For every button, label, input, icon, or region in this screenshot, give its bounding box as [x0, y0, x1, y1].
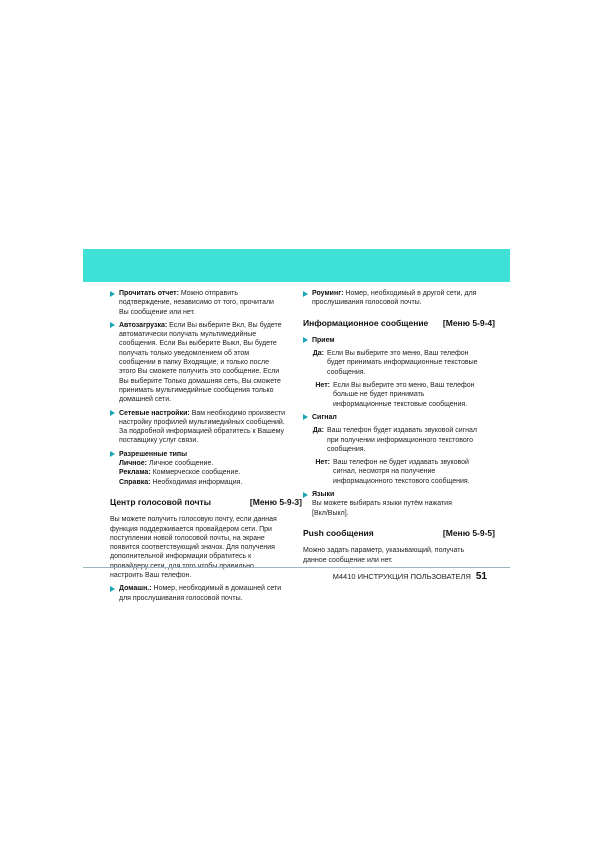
autoload-text-3: сообщения. Если Вы выберите Выкл, Вы будете	[119, 340, 277, 348]
autoload-text-9: домашней сети.	[119, 396, 172, 404]
allowed-val: Личное сообщение.	[148, 460, 214, 468]
receive-yes-key: Да:	[312, 350, 324, 358]
bullet-triangle-icon	[303, 291, 308, 297]
autoload-text-5: сообщении в папку Входящие, и только после	[119, 359, 269, 367]
network-text-2: настройку профилей мультимедийных сообщений.	[119, 418, 285, 426]
allowed-row-personal	[119, 459, 302, 468]
bullet-triangle-icon	[110, 586, 115, 592]
signal-yes-line-2: при получении информационного текстового	[327, 436, 474, 444]
allowed-row-info	[119, 478, 302, 487]
roaming-text-1: Номер, необходимый в другой сети, для	[345, 290, 477, 297]
footer-rule	[83, 567, 510, 568]
voicemail-text-3: поступлении новой голосовой почты, на экране	[110, 534, 265, 542]
info-heading-title: Информационное сообщение	[303, 317, 429, 328]
footer-text: M4410 ИНСТРУКЦИЯ ПОЛЬЗОВАТЕЛЯ	[332, 572, 471, 581]
receive-no-line-3: информационные текстовые сообщения.	[333, 400, 468, 408]
autoload-text-1: Если Вы выберите Вкл, Вы будете	[169, 321, 282, 329]
autoload-text-2: автоматически получать мультимедийные	[119, 331, 257, 339]
receive-yes-text	[324, 349, 478, 377]
home-text-1: Номер, необходимый в домашней сети	[153, 585, 282, 593]
network-text-3: За подробной информацией обратитесь к Вашему	[119, 428, 285, 436]
header-color-band	[83, 249, 510, 282]
push-heading	[303, 529, 495, 538]
left-column	[110, 289, 302, 607]
home-item	[110, 584, 302, 603]
signal-yes-line-3: сообщения.	[327, 445, 366, 453]
receive-yes-line-3: сообщения.	[327, 368, 366, 376]
bullet-triangle-icon	[303, 492, 308, 498]
allowed-types-item	[110, 450, 302, 487]
allowed-val: Необходимая информация.	[152, 478, 243, 486]
home-text-2: для прослушивания голосовой почты.	[119, 594, 243, 602]
signal-yes-key: Да:	[312, 427, 324, 435]
allowed-row-ads	[119, 468, 302, 477]
allowed-key: Справка:	[119, 478, 151, 486]
receive-no-line-1: Если Вы выберите это меню, Ваш телефон	[333, 382, 475, 390]
receive-no-key: Нет:	[315, 382, 330, 390]
voicemail-text-2: функция поддерживается провайдером сети. При	[110, 525, 272, 533]
signal-no-text	[330, 458, 470, 486]
roaming-title: Роуминг:	[312, 290, 344, 297]
voicemail-heading	[110, 498, 302, 507]
push-paragraph	[303, 546, 495, 565]
allowed-val: Коммерческое сообщение.	[152, 469, 241, 477]
autoload-text-6: этого Вы сможете получить это сообщение. Если	[119, 368, 280, 376]
signal-yes-row	[303, 426, 495, 454]
voicemail-text-4: появится соответствующий значок. Для получения	[110, 544, 275, 552]
report-text-2: подтверждение, независимо от того, прочитали	[119, 299, 274, 307]
autoload-item	[110, 321, 302, 405]
right-column	[303, 289, 495, 569]
roaming-item	[303, 289, 495, 308]
signal-item	[303, 413, 495, 422]
signal-no-key: Нет:	[315, 459, 330, 467]
bullet-triangle-icon	[110, 410, 115, 416]
languages-item	[303, 490, 495, 518]
receive-no-line-2: больше не будет принимать	[333, 391, 425, 399]
signal-yes-line-1: Ваш телефон будет издавать звуковой сигнал	[327, 427, 477, 435]
voicemail-text-5: дополнительной информации обратитесь к	[110, 553, 252, 561]
autoload-text-7: Вы выберите Только домашняя сеть, Вы сможете	[119, 377, 281, 385]
receive-item	[303, 336, 495, 345]
receive-yes-line-1: Если Вы выберите это меню, Ваш телефон	[327, 350, 469, 358]
voicemail-text-1: Вы можете получить голосовую почту, если данная	[110, 516, 277, 524]
page-number: 51	[475, 571, 487, 582]
bullet-triangle-icon	[110, 322, 115, 328]
allowed-key: Реклама:	[119, 469, 151, 477]
report-title: Прочитать отчет:	[119, 290, 179, 297]
info-heading	[303, 319, 495, 328]
report-text-1: Можно отправить	[180, 290, 239, 297]
autoload-text-8: принимать мультимедийные сообщения только	[119, 386, 274, 394]
signal-title: Сигнал	[312, 413, 337, 421]
network-text-4: поставщику услуг связи.	[119, 437, 199, 445]
voicemail-heading-menu: [Меню 5-9-3]	[249, 496, 302, 507]
languages-title: Языки	[312, 491, 335, 499]
autoload-title: Автозагрузка:	[119, 321, 168, 329]
allowed-types-title: Разрешенные типы	[119, 450, 188, 458]
info-heading-menu: [Меню 5-9-4]	[442, 317, 495, 328]
receive-no-row	[303, 381, 495, 409]
signal-no-line-2: сигнал, несмотря на получение	[333, 468, 436, 476]
receive-yes-row	[303, 349, 495, 377]
push-heading-menu: [Меню 5-9-5]	[442, 527, 495, 538]
network-text-1: Вам необходимо произвести	[191, 409, 286, 417]
bullet-triangle-icon	[110, 451, 115, 457]
signal-no-row	[303, 458, 495, 486]
report-item	[110, 289, 302, 317]
bullet-triangle-icon	[303, 337, 308, 343]
push-heading-title: Push сообщения	[303, 527, 374, 538]
signal-yes-text	[324, 426, 477, 454]
network-title: Сетевые настройки:	[119, 409, 190, 417]
signal-no-line-1: Ваш телефон не будет издавать звуковой	[333, 459, 469, 467]
roaming-text-2: прослушивания голосовой почты.	[312, 299, 422, 307]
allowed-key: Личное:	[119, 460, 148, 468]
voicemail-heading-title: Центр голосовой почты	[110, 496, 211, 507]
receive-title: Прием	[312, 336, 335, 344]
voicemail-text-7: настроить Ваш телефон.	[110, 572, 192, 580]
receive-yes-line-2: будет принимать информационные текстовые	[327, 359, 478, 367]
voicemail-paragraph	[110, 515, 302, 580]
home-title: Домашн.:	[119, 585, 152, 593]
report-text-3: Вы сообщение или нет.	[119, 308, 195, 316]
bullet-triangle-icon	[110, 291, 115, 297]
autoload-text-4: получать только уведомлением об этом	[119, 349, 250, 357]
push-text-2: данное сообщение или нет.	[303, 556, 393, 564]
network-item	[110, 409, 302, 446]
push-text-1: Можно задать параметр, указывающий, получать	[303, 547, 465, 555]
voicemail-text-6: провайдеру сети, для того чтобы правильно	[110, 562, 254, 570]
receive-no-text	[330, 381, 475, 409]
bullet-triangle-icon	[303, 414, 308, 420]
languages-text-2: [Вкл/Выкл].	[312, 509, 349, 517]
signal-no-line-3: информационного текстового сообщения.	[333, 477, 470, 485]
page-footer	[333, 571, 487, 582]
languages-text-1: Вы можете выбирать языки путём нажатия	[312, 500, 452, 508]
